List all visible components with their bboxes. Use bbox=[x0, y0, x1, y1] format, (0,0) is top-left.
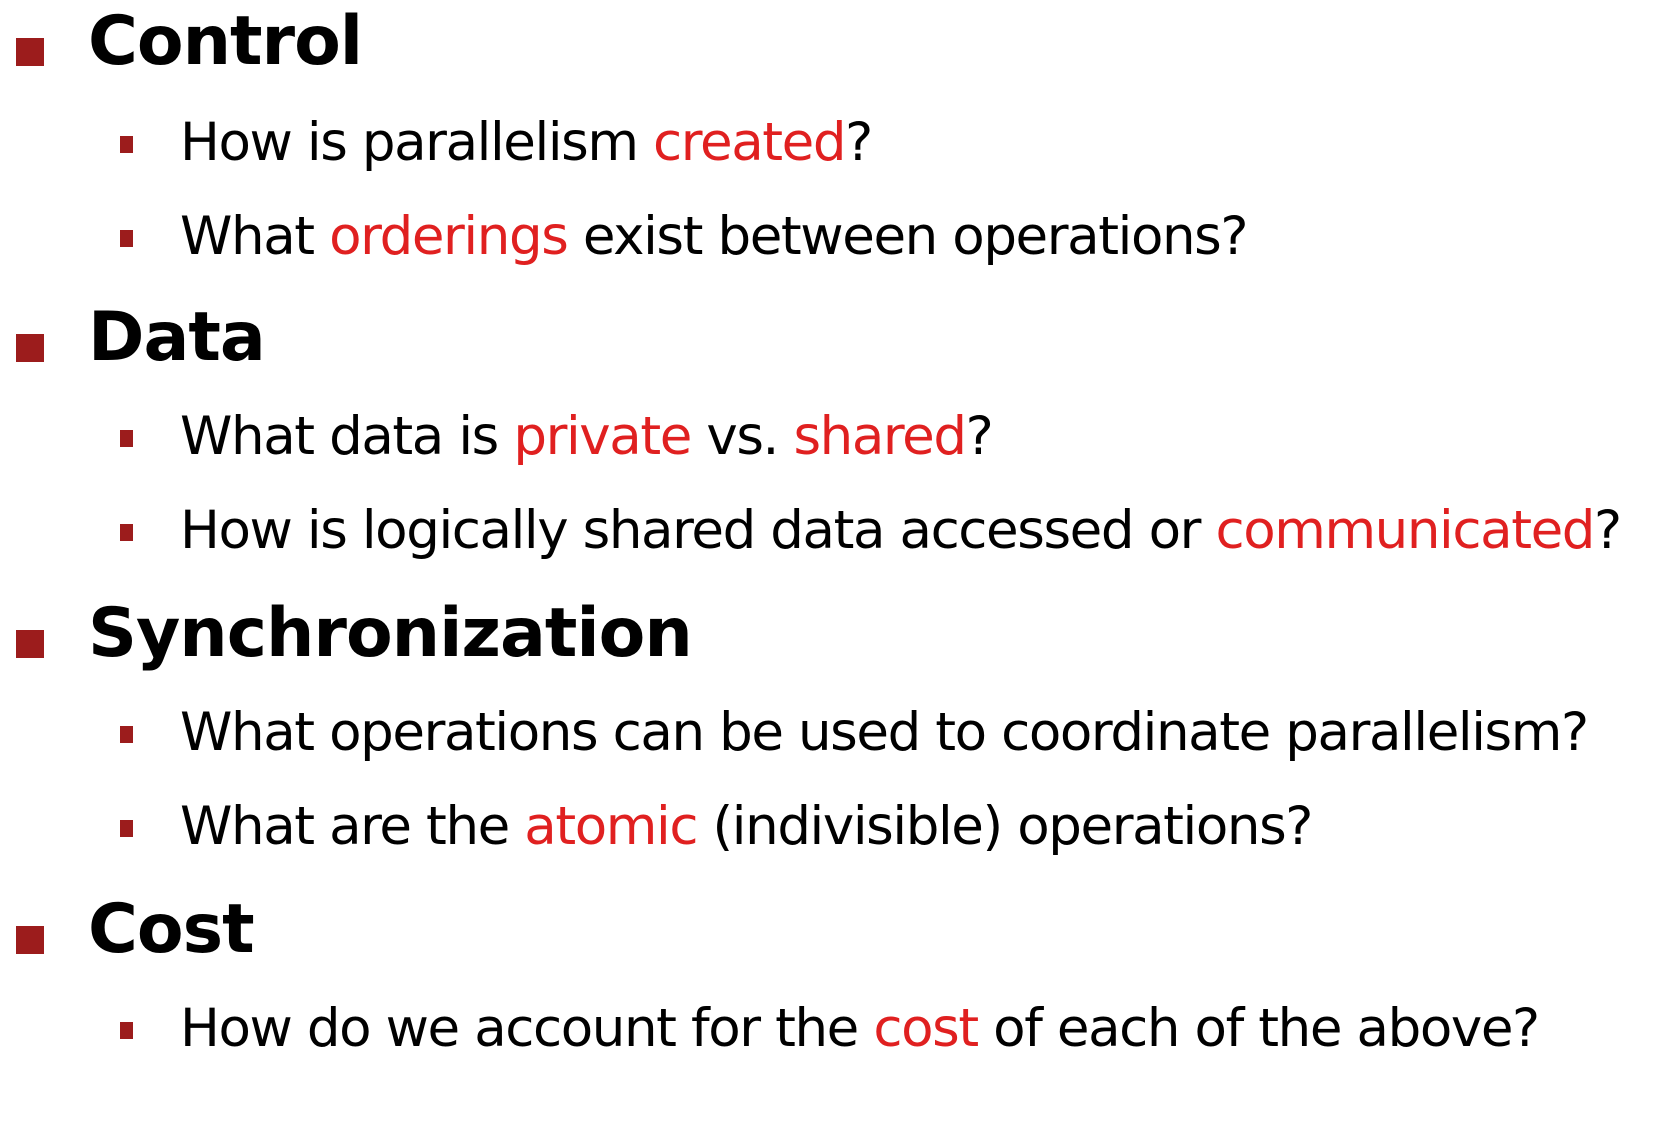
topic-title: Control bbox=[88, 2, 363, 81]
list-item bbox=[0, 698, 1664, 768]
item-text: What operations can be used to coordinate parallelism? bbox=[180, 702, 1588, 763]
list-item bbox=[0, 202, 1664, 272]
topic-title: Cost bbox=[88, 890, 254, 969]
list-item bbox=[0, 402, 1664, 472]
item-text: What data is private vs. shared? bbox=[180, 406, 993, 467]
topic-title: Synchronization bbox=[88, 594, 692, 673]
highlight-term: created bbox=[653, 112, 846, 173]
small-square-bullet-icon bbox=[120, 726, 133, 743]
item-text: What are the atomic (indivisible) operations? bbox=[180, 796, 1313, 857]
small-square-bullet-icon bbox=[120, 136, 133, 153]
topic-synchronization bbox=[0, 594, 1664, 674]
square-bullet-icon bbox=[16, 926, 44, 954]
small-square-bullet-icon bbox=[120, 524, 133, 541]
highlight-term: atomic bbox=[524, 796, 698, 857]
square-bullet-icon bbox=[16, 334, 44, 362]
square-bullet-icon bbox=[16, 630, 44, 658]
small-square-bullet-icon bbox=[120, 820, 133, 837]
list-item bbox=[0, 792, 1664, 862]
topic-control bbox=[0, 2, 1664, 82]
highlight-term: shared bbox=[793, 406, 966, 467]
item-text: How is parallelism created? bbox=[180, 112, 872, 173]
highlight-term: communicated bbox=[1215, 500, 1595, 561]
small-square-bullet-icon bbox=[120, 1022, 133, 1039]
list-item bbox=[0, 496, 1664, 566]
highlight-term: private bbox=[513, 406, 691, 467]
topic-data bbox=[0, 298, 1664, 378]
topic-cost bbox=[0, 890, 1664, 970]
square-bullet-icon bbox=[16, 38, 44, 66]
small-square-bullet-icon bbox=[120, 430, 133, 447]
small-square-bullet-icon bbox=[120, 230, 133, 247]
item-text: How do we account for the cost of each of the above? bbox=[180, 998, 1539, 1059]
topic-title: Data bbox=[88, 298, 265, 377]
highlight-term: orderings bbox=[329, 206, 568, 267]
list-item bbox=[0, 108, 1664, 178]
list-item bbox=[0, 994, 1664, 1064]
highlight-term: cost bbox=[873, 998, 978, 1059]
item-text: How is logically shared data accessed or communicated? bbox=[180, 500, 1621, 561]
item-text: What orderings exist between operations? bbox=[180, 206, 1248, 267]
